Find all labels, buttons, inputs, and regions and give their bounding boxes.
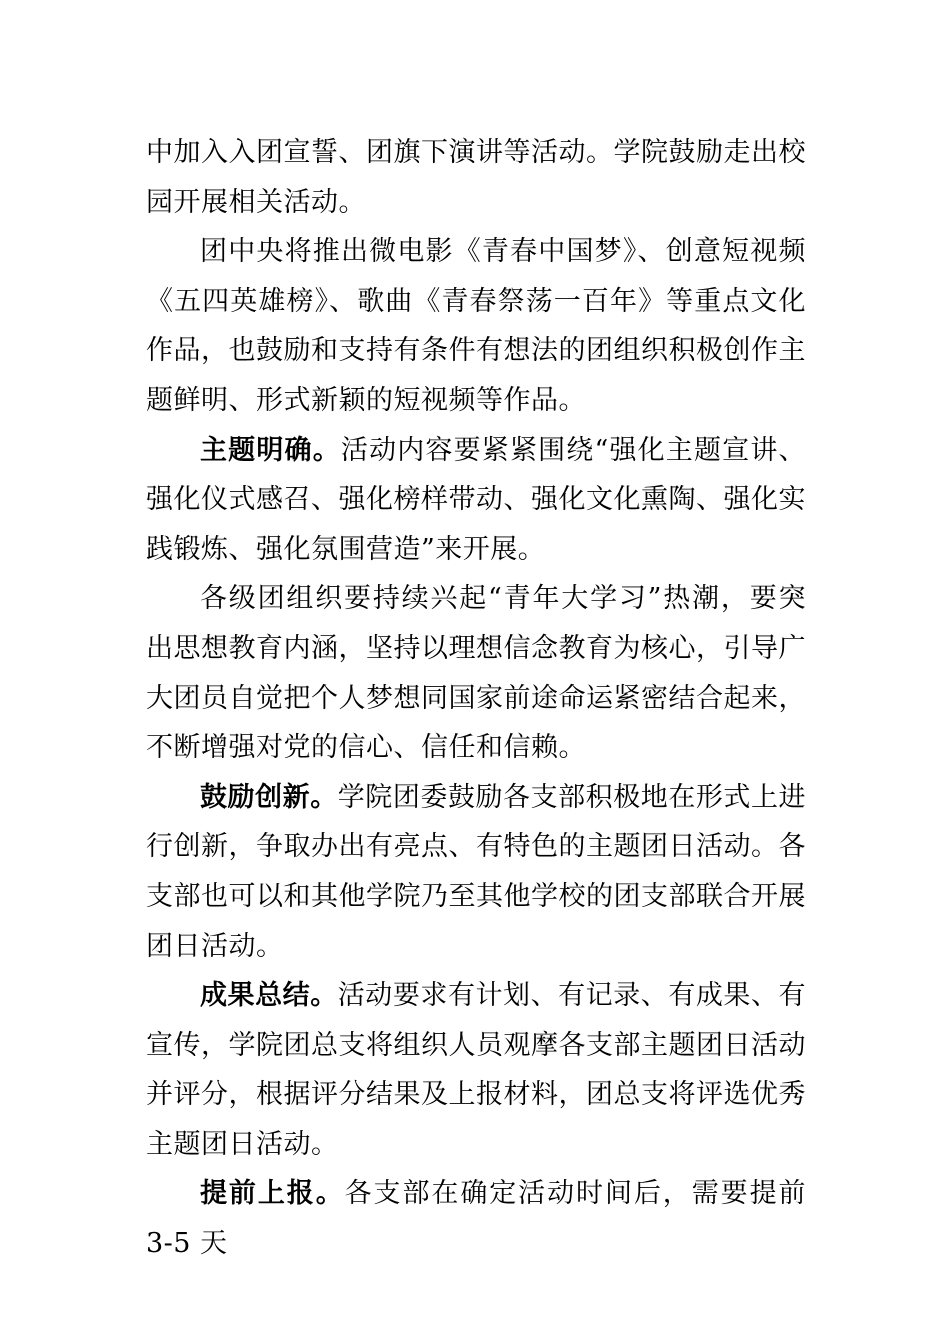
- paragraph-6: [146, 971, 806, 1169]
- paragraph-lead-innovation: 鼓励创新。: [200, 781, 338, 813]
- paragraph-7: [146, 1169, 806, 1268]
- paragraph-text: 各支部在确定活动时间后，需要提前 3-5 天: [146, 1178, 806, 1260]
- paragraph-5: [146, 773, 806, 971]
- paragraph-text: 各级团组织要持续兴起“青年大学习”热潮，要突出思想教育内涵，坚持以理想信念教育为核心，引导广大团员自觉把个人梦想同国家前途命运紧密结合起来，不断增强对党的信心、信任和信赖。: [146, 583, 806, 764]
- paragraph-text: 活动要求有计划、有记录、有成果、有宣传，学院团总支将组织人员观摩各支部主题团日活动并评分，根据评分结果及上报材料，团总支将评选优秀主题团日活动。: [146, 980, 807, 1160]
- paragraph-text: 活动内容要紧紧围绕“强化主题宣讲、强化仪式感召、强化榜样带动、强化文化熏陶、强化实践锻炼、强化氛围营造”来开展。: [146, 434, 807, 565]
- paragraph-4: [146, 574, 806, 772]
- document-body: [146, 128, 806, 1269]
- paragraph-text: 中加入入团宣誓、团旗下演讲等活动。学院鼓励走出校园开展相关活动。: [146, 137, 806, 218]
- paragraph-3: [146, 426, 806, 575]
- paragraph-text: 团中央将推出微电影《青春中国梦》、创意短视频《五四英雄榜》、歌曲《青春祭荡一百年》等重点文化作品，也鼓励和支持有条件有想法的团组织积极创作主题鲜明、形式新颖的短视频等作品。: [146, 236, 806, 416]
- paragraph-lead-summary: 成果总结。: [200, 980, 338, 1012]
- paragraph-1: [146, 128, 806, 227]
- paragraph-2: [146, 227, 806, 425]
- paragraph-lead-theme: 主题明确。: [200, 434, 341, 466]
- paragraph-lead-report: 提前上报。: [200, 1178, 345, 1210]
- paragraph-text: 学院团委鼓励各支部积极地在形式上进行创新，争取办出有亮点、有特色的主题团日活动。各支部也可以和其他学院乃至其他学校的团支部联合开展团日活动。: [146, 781, 807, 962]
